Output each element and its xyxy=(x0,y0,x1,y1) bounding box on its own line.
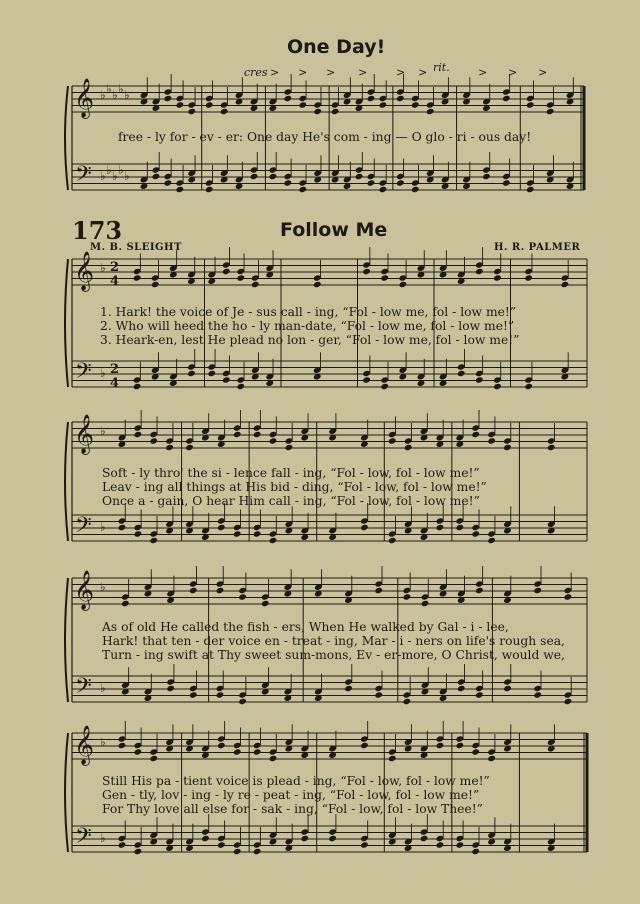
accent-mark: > xyxy=(508,66,518,79)
bass-note xyxy=(118,524,127,531)
treble-note xyxy=(331,108,340,115)
system-brace xyxy=(65,86,68,190)
treble-note xyxy=(133,274,142,281)
bass-note xyxy=(233,848,242,855)
bass-note xyxy=(216,691,225,698)
bass-note xyxy=(475,691,484,698)
flat-icon: ♭ xyxy=(100,681,106,695)
bass-note xyxy=(176,186,185,193)
treble-note xyxy=(533,587,542,594)
time-signature-icon: 4 xyxy=(110,376,120,391)
treble-note xyxy=(374,587,383,594)
bass-note xyxy=(217,524,226,531)
treble-note xyxy=(253,431,262,438)
accent-mark: > xyxy=(298,66,308,79)
bass-note xyxy=(436,841,445,848)
bass-note xyxy=(118,841,127,848)
treble-note xyxy=(380,274,389,281)
verse2-line1: 2. Who will heed the ho - ly man-date, “Fol - low me, fol - low me!” xyxy=(100,319,515,333)
bass-note xyxy=(533,691,542,698)
treble-note xyxy=(421,600,430,607)
bass-note xyxy=(380,383,389,390)
treble-note xyxy=(436,742,445,749)
verse3-line4: For Thy love all else for - sak - ing, “Fol - low, fol - low Thee!” xyxy=(102,802,483,816)
treble-note xyxy=(261,600,270,607)
bass-note xyxy=(471,530,480,537)
bass-note xyxy=(344,685,353,692)
bass-note xyxy=(362,376,371,383)
system-brace xyxy=(65,733,68,852)
bass-note xyxy=(189,691,198,698)
treble-note xyxy=(285,444,294,451)
bass-note xyxy=(269,173,278,180)
treble-note xyxy=(404,444,413,451)
bass-note xyxy=(233,530,242,537)
flat-icon: ♭ xyxy=(118,163,124,177)
time-signature-icon: 4 xyxy=(110,274,120,289)
flat-icon: ♭ xyxy=(100,366,106,380)
treble-note xyxy=(222,268,231,275)
treble-note xyxy=(217,742,226,749)
verse2-line4: Gen - tly, lov - ing - ly re - peat - ing, “Fol - low, fol - low me!” xyxy=(102,788,480,802)
bass-clef-icon: 𝄢 xyxy=(75,162,92,192)
accent-mark: > xyxy=(478,66,488,79)
treble-note xyxy=(403,593,412,600)
treble-note xyxy=(426,108,435,115)
bass-note xyxy=(134,848,143,855)
treble-note xyxy=(151,281,160,288)
final-barline xyxy=(583,86,586,190)
bass-note xyxy=(411,186,420,193)
bass-note xyxy=(360,841,369,848)
treble-note xyxy=(524,274,533,281)
bass-clef-icon: 𝄢 xyxy=(75,359,92,389)
time-signature-icon: 2 xyxy=(110,362,120,377)
verse1-line3: As of old He called the fish - ers, When He walked by Gal - i - lee, xyxy=(102,620,509,634)
verse2-line3: Hark! that ten - der voice en - treat - ing, Mar - i - ners on life's rough sea, xyxy=(102,634,565,648)
bass-note xyxy=(222,376,231,383)
rit-mark: rit. xyxy=(433,61,450,74)
treble-note xyxy=(456,742,465,749)
flat-icon: ♭ xyxy=(100,169,106,183)
treble-note xyxy=(503,444,512,451)
flat-icon: ♭ xyxy=(100,580,106,594)
treble-note xyxy=(134,431,143,438)
treble-note xyxy=(411,101,420,108)
bass-note xyxy=(300,835,309,842)
treble-note xyxy=(164,95,173,102)
treble-clef-icon: 𝄞 xyxy=(74,78,95,118)
treble-clef-icon: 𝄞 xyxy=(74,725,95,765)
accent-mark: > xyxy=(538,66,548,79)
bass-note xyxy=(503,685,512,692)
bass-clef-icon: 𝄢 xyxy=(75,674,92,704)
treble-note xyxy=(251,281,260,288)
verse3-line3: Turn - ing swift at Thy sweet sum-mons, Ev - er-more, O Christ, would we, xyxy=(102,648,565,662)
treble-note xyxy=(118,742,127,749)
treble-note xyxy=(360,742,369,749)
bass-note xyxy=(269,537,278,544)
bass-note xyxy=(238,698,247,705)
flat-icon: ♭ xyxy=(100,520,106,534)
hymn-number: 173 xyxy=(72,216,123,245)
treble-note xyxy=(471,431,480,438)
bass-note xyxy=(457,370,466,377)
top-hymn-lyric: free - ly for - ev - er: One day He's com - ing — O glo - ri - ous day! xyxy=(118,130,532,144)
verse3-line2: Once a - gain, O hear Him call - ing, “Fol - low, fol - low me!” xyxy=(102,494,480,508)
treble-note xyxy=(388,437,397,444)
bass-note xyxy=(166,685,175,692)
treble-note xyxy=(493,274,502,281)
bass-note xyxy=(482,173,491,180)
treble-note xyxy=(176,101,185,108)
treble-note xyxy=(253,748,262,755)
treble-note xyxy=(367,95,376,102)
treble-note xyxy=(205,101,214,108)
bass-note xyxy=(133,383,142,390)
treble-note xyxy=(185,444,194,451)
treble-note xyxy=(149,755,158,762)
bass-note xyxy=(201,835,210,842)
bass-note xyxy=(367,179,376,186)
treble-note xyxy=(487,755,496,762)
treble-note xyxy=(284,95,293,102)
bass-note xyxy=(374,691,383,698)
flat-icon: ♭ xyxy=(106,163,112,177)
treble-note xyxy=(487,437,496,444)
treble-note xyxy=(396,95,405,102)
flat-icon: ♭ xyxy=(124,169,130,183)
flat-icon: ♭ xyxy=(124,88,130,102)
bass-note xyxy=(298,186,307,193)
treble-note xyxy=(187,108,196,115)
treble-note xyxy=(216,587,225,594)
treble-note xyxy=(475,268,484,275)
treble-note xyxy=(298,101,307,108)
treble-note xyxy=(233,431,242,438)
bass-note xyxy=(205,186,214,193)
treble-note xyxy=(233,748,242,755)
treble-note xyxy=(269,437,278,444)
bass-note xyxy=(284,179,293,186)
bass-note xyxy=(134,530,143,537)
flat-icon: ♭ xyxy=(100,831,106,845)
bass-note xyxy=(355,173,364,180)
system-brace xyxy=(65,422,68,541)
bass-note xyxy=(207,370,216,377)
flat-icon: ♭ xyxy=(106,82,112,96)
flat-icon: ♭ xyxy=(112,88,118,102)
treble-note xyxy=(189,587,198,594)
treble-note xyxy=(269,755,278,762)
bass-note xyxy=(253,530,262,537)
time-signature-icon: 2 xyxy=(110,260,120,275)
hymn-author: M. B. SLEIGHT xyxy=(90,242,182,253)
treble-note xyxy=(546,108,555,115)
bass-note xyxy=(502,179,511,186)
verse1-line4: Still His pa - tient voice is plead - ing, “Fol - low, fol - low me!” xyxy=(102,774,490,788)
bass-note xyxy=(487,537,496,544)
treble-note xyxy=(399,281,408,288)
treble-note xyxy=(165,444,174,451)
bass-note xyxy=(217,841,226,848)
hymn-composer: H. R. PALMER xyxy=(494,242,581,253)
bass-note xyxy=(456,841,465,848)
bass-note xyxy=(493,383,502,390)
bass-note xyxy=(250,173,259,180)
bass-note xyxy=(475,376,484,383)
cres-mark: cres xyxy=(244,66,268,79)
treble-note xyxy=(313,108,322,115)
bass-note xyxy=(403,698,412,705)
accent-mark: > xyxy=(396,66,406,79)
bass-note xyxy=(388,537,397,544)
accent-mark: > xyxy=(326,66,336,79)
treble-note xyxy=(561,281,570,288)
flat-icon: ♭ xyxy=(100,424,106,438)
bass-note xyxy=(253,848,262,855)
treble-clef-icon: 𝄞 xyxy=(74,570,95,610)
flat-icon: ♭ xyxy=(100,88,106,102)
bass-note xyxy=(149,537,158,544)
bass-clef-icon: 𝄢 xyxy=(75,824,92,854)
flat-icon: ♭ xyxy=(100,261,106,275)
accent-mark: > xyxy=(270,66,280,79)
flat-icon: ♭ xyxy=(118,82,124,96)
treble-note xyxy=(238,593,247,600)
bass-note xyxy=(164,179,173,186)
flat-icon: ♭ xyxy=(112,169,118,183)
bass-note xyxy=(396,179,405,186)
verse1-line1: 1. Hark! the voice of Je - sus call - ing, “Fol - low me, fol - low me!” xyxy=(100,305,517,319)
bass-note xyxy=(526,186,535,193)
bass-note xyxy=(471,848,480,855)
treble-note xyxy=(526,101,535,108)
hymn-title: Follow Me xyxy=(280,219,388,241)
bass-note xyxy=(152,173,161,180)
treble-note xyxy=(134,748,143,755)
treble-note xyxy=(471,748,480,755)
system-brace xyxy=(65,259,68,387)
treble-note xyxy=(362,268,371,275)
bass-note xyxy=(524,383,533,390)
treble-note xyxy=(475,587,484,594)
accent-mark: > xyxy=(358,66,368,79)
treble-clef-icon: 𝄞 xyxy=(74,414,95,454)
final-barline xyxy=(586,733,589,852)
bass-note xyxy=(360,524,369,531)
treble-note xyxy=(547,444,556,451)
treble-note xyxy=(388,755,397,762)
treble-note xyxy=(379,101,388,108)
bass-note xyxy=(328,835,337,842)
accent-mark: > xyxy=(418,66,428,79)
bass-clef-icon: 𝄢 xyxy=(75,513,92,543)
bass-note xyxy=(456,524,465,531)
system-brace xyxy=(65,578,68,702)
bass-note xyxy=(420,835,429,842)
bass-note xyxy=(379,186,388,193)
verse2-line2: Leav - ing all things at His bid - ding, “Fol - low, fol - low me!” xyxy=(102,480,487,494)
top-hymn-title: One Day! xyxy=(287,36,386,58)
verse1-line2: Soft - ly thro' the si - lence fall - ing, “Fol - low, fol - low me!” xyxy=(102,466,480,480)
bass-note xyxy=(436,524,445,531)
flat-icon: ♭ xyxy=(100,735,106,749)
treble-note xyxy=(121,600,130,607)
treble-note xyxy=(220,108,229,115)
treble-clef-icon: 𝄞 xyxy=(74,251,95,291)
treble-note xyxy=(502,95,511,102)
bass-note xyxy=(187,370,196,377)
treble-note xyxy=(236,274,245,281)
verse3-line1: 3. Heark-en, lest He plead no lon - ger, “Fol - low me, fol - low me!” xyxy=(100,333,520,347)
treble-note xyxy=(149,437,158,444)
bass-note xyxy=(457,685,466,692)
bass-note xyxy=(564,698,573,705)
treble-note xyxy=(564,593,573,600)
bass-note xyxy=(236,383,245,390)
treble-note xyxy=(313,281,322,288)
